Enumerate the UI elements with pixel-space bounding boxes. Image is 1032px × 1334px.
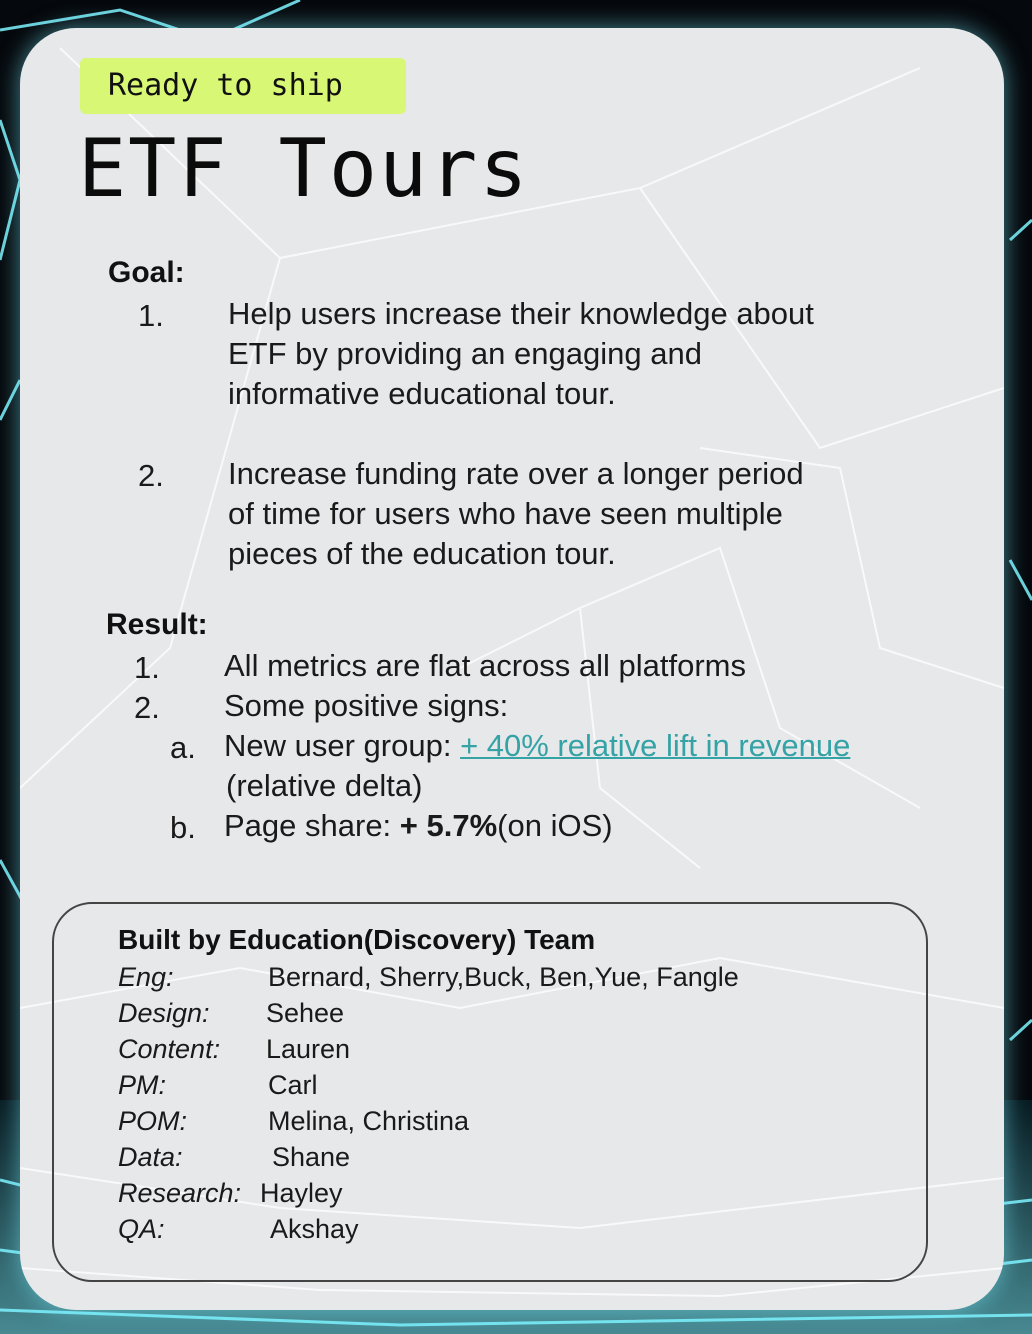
goal-1-number: 1. — [138, 298, 164, 333]
revenue-lift-link[interactable]: + 40% relative lift in revenue — [460, 728, 851, 763]
result-2-text: Some positive signs: — [224, 688, 509, 723]
role-design: Design: — [118, 998, 210, 1028]
role-eng: Eng: — [118, 962, 174, 992]
role-research: Research: — [118, 1178, 242, 1208]
result-a-letter: a. — [170, 730, 196, 765]
page-title: ETF Tours — [78, 122, 530, 215]
team-title: Built by Education(Discovery) Team — [118, 924, 596, 955]
names-research: Hayley — [260, 1178, 343, 1208]
names-pm: Carl — [268, 1070, 318, 1100]
status-badge: Ready to ship — [80, 58, 406, 114]
result-b-text: Page share: + 5.7%(on iOS) — [224, 808, 613, 843]
names-eng: Bernard, Sherry,Buck, Ben,Yue, Fangle — [268, 962, 739, 992]
result-1-text: All metrics are flat across all platforms — [224, 648, 746, 683]
names-pom: Melina, Christina — [268, 1106, 470, 1136]
content-card — [20, 28, 1004, 1310]
names-design: Sehee — [266, 998, 345, 1028]
goal-2-text: Increase funding rate over a longer period of time for users who have seen multiple pieces of the education tour. — [228, 456, 804, 571]
goal-label: Goal: — [108, 256, 185, 289]
role-data: Data: — [118, 1142, 183, 1172]
page-share-value: + 5.7% — [399, 808, 498, 843]
result-a-line2: (relative delta) — [226, 768, 423, 803]
result-a-text: New user group: + 40% relative lift in revenue — [224, 728, 851, 763]
role-pom: POM: — [118, 1106, 188, 1136]
goal-2-number: 2. — [138, 458, 164, 493]
result-2-number: 2. — [134, 690, 160, 725]
role-content: Content: — [118, 1034, 221, 1064]
role-pm: PM: — [118, 1070, 167, 1100]
team-credits-box — [52, 902, 928, 1282]
names-qa: Akshay — [270, 1214, 359, 1244]
role-qa: QA: — [118, 1214, 165, 1244]
result-1-number: 1. — [134, 650, 160, 685]
names-data: Shane — [272, 1142, 351, 1172]
result-b-letter: b. — [170, 810, 196, 845]
names-content: Lauren — [266, 1034, 351, 1064]
result-label: Result: — [106, 608, 208, 641]
goal-1-text: Help users increase their knowledge about ETF by providing an engaging and informative educational tour. — [228, 296, 814, 411]
